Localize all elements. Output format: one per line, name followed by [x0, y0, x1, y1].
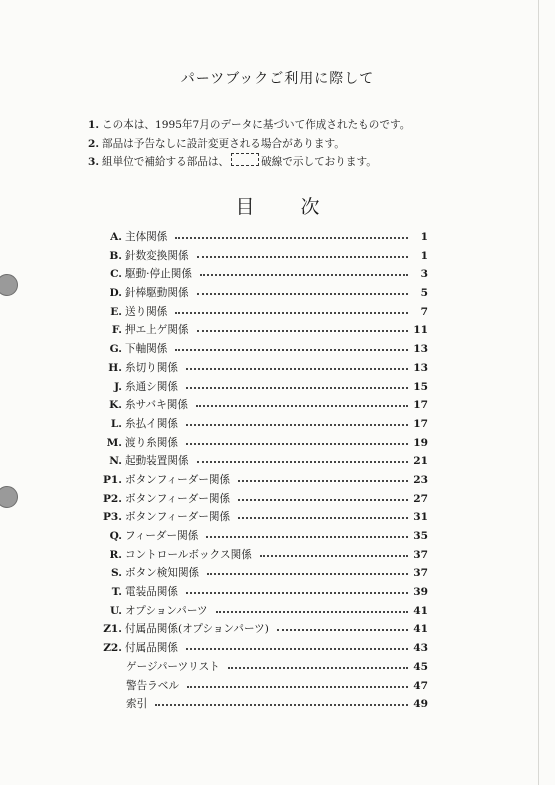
- toc-entry: [100, 228, 428, 247]
- toc-entry: [100, 415, 428, 434]
- toc-entry-leader-dots: [186, 648, 408, 650]
- toc-entry-leader-dots: [186, 443, 408, 445]
- toc-entry: [100, 658, 428, 677]
- toc-entry-code: G.: [109, 343, 122, 356]
- toc-entry-page: 37: [413, 548, 428, 561]
- toc-entry-leader-dots: [238, 517, 408, 519]
- toc-entry-page: 7: [420, 305, 428, 318]
- note-text-before: 組単位で補給する部品は、: [102, 156, 230, 168]
- toc-entry-leader-dots: [175, 312, 408, 314]
- toc-entry-label: 起動装置関係: [125, 455, 189, 468]
- toc-entry-leader-dots: [197, 461, 408, 463]
- toc-entry-code: P1.: [102, 473, 122, 486]
- toc-entry: [100, 452, 428, 471]
- toc-entry-leader-dots: [238, 480, 408, 482]
- toc-entry-leader-dots: [206, 536, 408, 538]
- table-of-contents: [100, 228, 428, 714]
- toc-entry: [100, 284, 428, 303]
- toc-entry-code: L.: [110, 417, 122, 430]
- note-text: 部品は予告なしに設計変更される場合があります。: [102, 137, 345, 150]
- toc-entry: [100, 378, 428, 397]
- toc-entry-page: 5: [420, 287, 428, 300]
- toc-entry: [100, 620, 428, 639]
- toc-entry-page: 1: [420, 249, 428, 262]
- toc-entry-leader-dots: [277, 629, 408, 631]
- toc-entry-page: 27: [413, 492, 428, 505]
- toc-entry-page: 45: [413, 660, 428, 673]
- toc-entry-leader-dots: [155, 704, 408, 706]
- toc-heading: [0, 192, 555, 219]
- toc-entry-code: F.: [111, 324, 122, 337]
- toc-entry: [100, 677, 428, 696]
- dashed-box-symbol: [231, 153, 259, 166]
- toc-heading-right: 次: [300, 196, 320, 218]
- toc-entry: [100, 564, 428, 583]
- toc-entry-code: S.: [111, 567, 122, 580]
- toc-entry-leader-dots: [197, 330, 408, 332]
- note-item: [88, 153, 410, 172]
- toc-entry-code: D.: [109, 287, 122, 300]
- toc-entry-label: 警告ラベル: [126, 679, 179, 692]
- toc-entry-label: 押エ上ゲ関係: [125, 324, 189, 337]
- toc-entry-label: 付属品関係: [125, 642, 178, 655]
- toc-entry-page: 3: [420, 268, 428, 281]
- toc-entry-page: 37: [413, 567, 428, 580]
- toc-entry-leader-dots: [175, 237, 408, 239]
- toc-entry-label: オプションパーツ: [125, 604, 208, 617]
- toc-entry-leader-dots: [197, 293, 408, 295]
- toc-entry-label: コントロールボックス関係: [125, 548, 252, 561]
- note-number: 3.: [88, 156, 100, 168]
- toc-entry-leader-dots: [216, 611, 408, 613]
- toc-entry: [100, 340, 428, 359]
- toc-entry: [100, 265, 428, 284]
- toc-entry-page: 41: [413, 604, 428, 617]
- toc-entry-page: 21: [413, 455, 428, 468]
- toc-entry-label: 電装品関係: [125, 586, 178, 599]
- toc-entry-label: 糸通シ関係: [125, 380, 178, 393]
- toc-entry-label: フィーダー関係: [125, 530, 199, 542]
- toc-entry-code: Z1.: [103, 623, 122, 636]
- toc-entry-code: J.: [114, 380, 122, 393]
- toc-entry-label: 主体関係: [125, 231, 168, 243]
- toc-entry-code: A.: [110, 231, 122, 243]
- toc-entry-label: ボタンフィーダー関係: [125, 511, 231, 524]
- note-item: [88, 116, 410, 135]
- toc-entry-code: B.: [109, 249, 122, 262]
- toc-entry-page: 43: [413, 642, 428, 655]
- note-text-after: 破線で示しております。: [261, 156, 377, 168]
- toc-entry-page: 49: [413, 698, 428, 711]
- toc-entry-page: 19: [413, 436, 428, 449]
- toc-entry-page: 31: [413, 511, 428, 524]
- toc-entry-page: 17: [413, 417, 428, 430]
- toc-entry-page: 1: [420, 231, 428, 243]
- toc-entry-leader-dots: [228, 667, 408, 669]
- toc-entry: [100, 546, 428, 565]
- toc-entry-leader-dots: [200, 274, 408, 276]
- toc-entry-code: Q.: [109, 530, 122, 542]
- toc-entry-label: ボタン検知関係: [125, 567, 200, 580]
- toc-entry-page: 35: [413, 530, 428, 542]
- toc-entry-label: 送り関係: [125, 305, 168, 318]
- toc-entry: [100, 583, 428, 602]
- toc-entry-leader-dots: [187, 686, 408, 688]
- toc-entry-code: Z2.: [103, 642, 122, 655]
- punch-hole-top: [0, 274, 18, 296]
- toc-entry: [100, 247, 428, 266]
- punch-hole-bottom: [0, 486, 18, 508]
- toc-entry: [100, 321, 428, 340]
- toc-entry-label: 針数変換関係: [125, 249, 189, 262]
- toc-entry: [100, 434, 428, 453]
- toc-entry-leader-dots: [186, 387, 408, 389]
- toc-entry: [100, 639, 428, 658]
- toc-entry-code: H.: [108, 361, 122, 374]
- toc-entry-page: 23: [413, 473, 428, 486]
- page-edge: [538, 0, 539, 785]
- toc-entry-leader-dots: [186, 424, 408, 426]
- note-number: 2.: [88, 137, 100, 150]
- toc-entry-label: 渡り糸関係: [125, 436, 178, 449]
- toc-entry-leader-dots: [260, 555, 408, 557]
- toc-entry-label: ゲージパーツリスト: [126, 660, 220, 673]
- toc-entry: [100, 303, 428, 322]
- note-text: この本は、1995年7月のデータに基づいて作成されたものです。: [102, 119, 411, 131]
- toc-entry-code: N.: [109, 455, 122, 468]
- toc-entry-label: ボタンフィーダー関係: [125, 473, 231, 486]
- toc-entry: [100, 527, 428, 546]
- toc-entry-label: 下軸関係: [125, 343, 168, 356]
- toc-heading-left: 目: [235, 196, 255, 218]
- toc-entry-leader-dots: [207, 573, 408, 575]
- toc-entry-leader-dots: [196, 405, 408, 407]
- toc-entry: [100, 490, 428, 509]
- toc-entry: [100, 396, 428, 415]
- toc-entry-page: 41: [413, 623, 428, 636]
- toc-entry-page: 47: [413, 679, 428, 692]
- toc-entry-label: ボタンフィーダー関係: [125, 492, 231, 505]
- toc-entry: [100, 359, 428, 378]
- toc-entry-page: 13: [413, 343, 428, 356]
- toc-entry-leader-dots: [186, 592, 408, 594]
- toc-entry-page: 11: [413, 324, 428, 337]
- toc-entry-page: 39: [413, 586, 428, 599]
- toc-entry-page: 17: [413, 399, 428, 412]
- toc-entry: [100, 471, 428, 490]
- note-item: [88, 135, 410, 154]
- toc-entry-label: 付属品関係(オプションパーツ): [125, 623, 269, 636]
- toc-entry-code: M.: [106, 436, 122, 449]
- toc-entry-label: 駆動·停止関係: [125, 268, 192, 281]
- toc-entry-label: 糸切り関係: [125, 361, 178, 374]
- notes-list: [88, 116, 410, 172]
- toc-entry-leader-dots: [175, 349, 408, 351]
- toc-entry-page: 13: [413, 361, 428, 374]
- toc-entry: [100, 695, 428, 714]
- toc-entry-label: 糸サバキ関係: [125, 399, 188, 412]
- toc-entry-code: K.: [109, 399, 122, 412]
- toc-entry-leader-dots: [197, 256, 408, 258]
- toc-entry-page: 15: [413, 380, 428, 393]
- toc-entry-code: R.: [109, 548, 122, 561]
- toc-entry-label: 糸払イ関係: [125, 417, 178, 430]
- header-title: パーツブックご利用に際して: [180, 71, 375, 87]
- toc-entry-leader-dots: [186, 368, 408, 370]
- toc-entry-code: E.: [110, 305, 122, 318]
- toc-entry-code: P2.: [102, 492, 122, 505]
- toc-entry: [100, 508, 428, 527]
- toc-entry-code: T.: [111, 586, 122, 599]
- toc-entry-label: 針棒駆動関係: [125, 287, 189, 300]
- toc-entry-code: U.: [110, 604, 122, 617]
- toc-entry: [100, 602, 428, 621]
- toc-entry-leader-dots: [238, 499, 408, 501]
- toc-entry-code: C.: [110, 268, 122, 281]
- toc-entry-label: 索引: [126, 698, 148, 711]
- toc-entry-code: P3.: [102, 511, 122, 524]
- note-number: 1.: [88, 119, 100, 131]
